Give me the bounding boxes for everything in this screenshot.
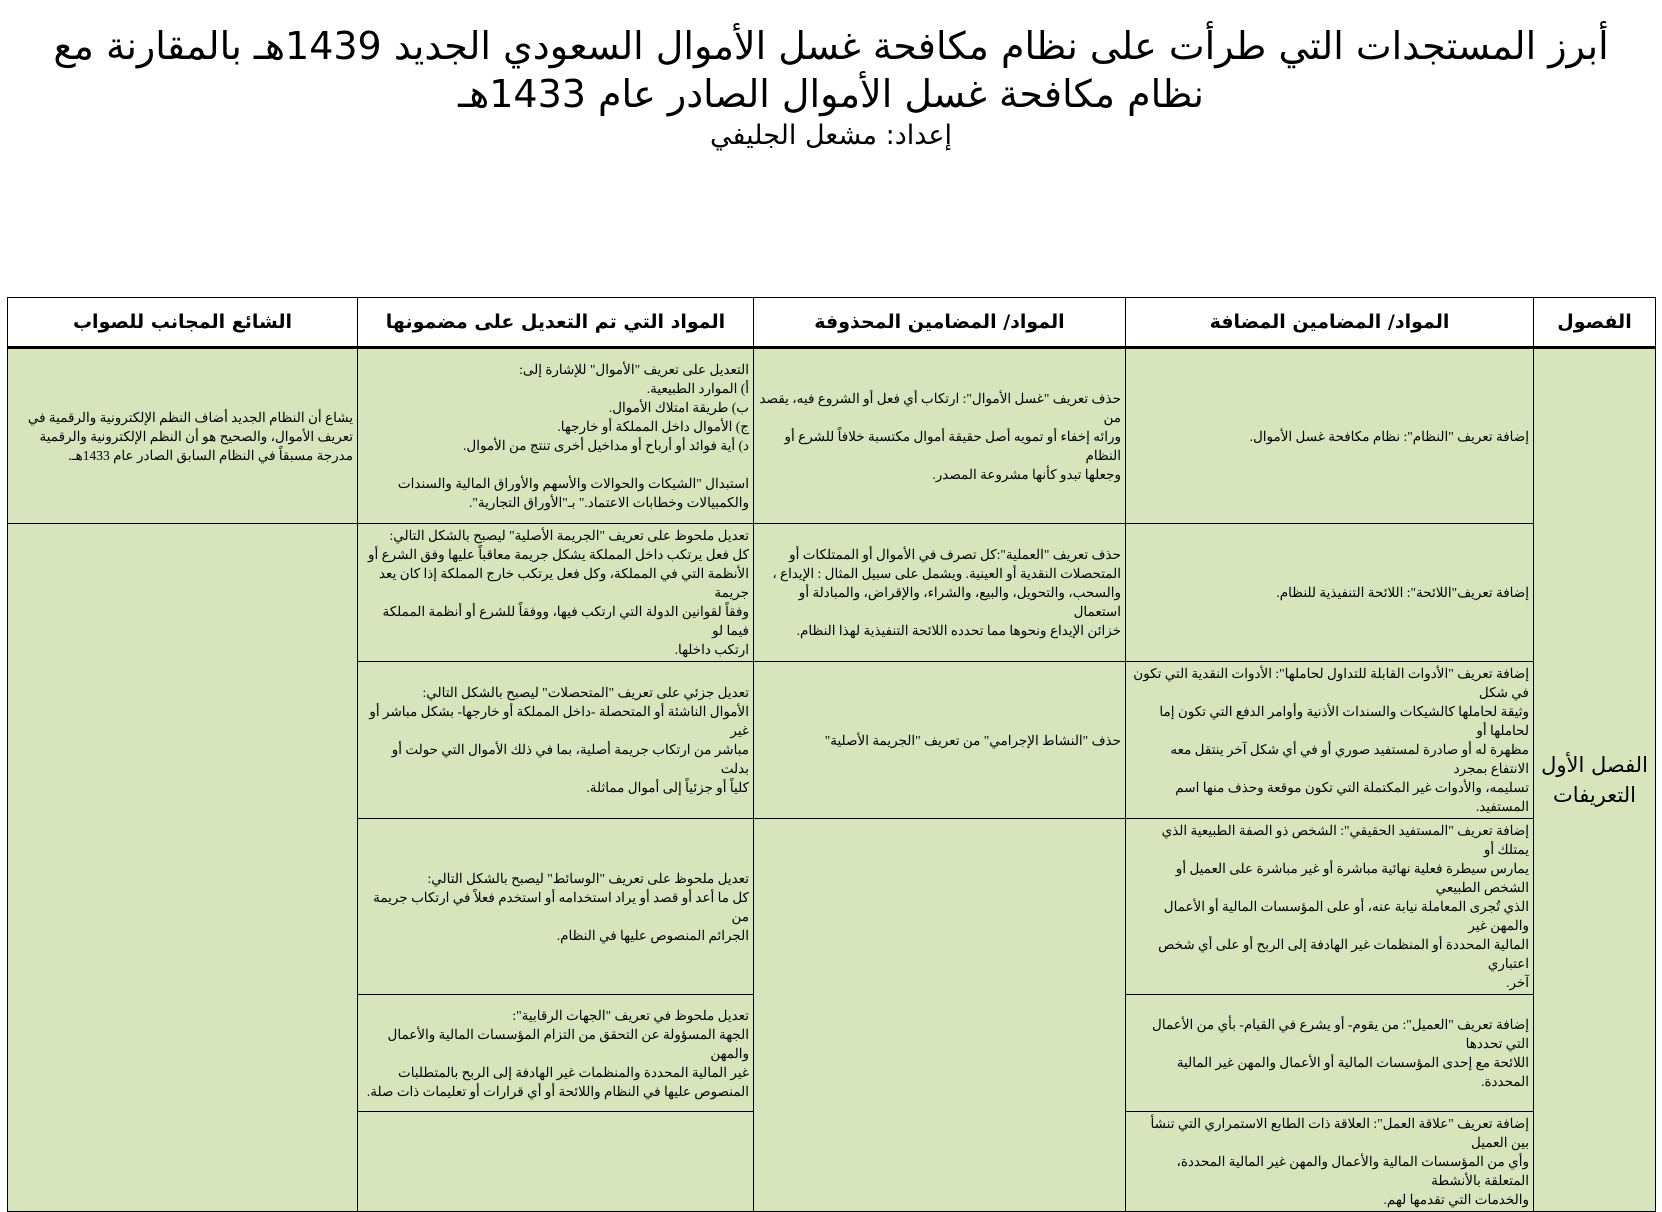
cell-text-line: الجهة المسؤولة عن التحقق من التزام المؤسسات المالية والأعمال والمهن [387,1026,749,1061]
cell-text-line: إضافة تعريف "الأدوات القابلة للتداول لحاملها": الأدوات النقدية التي تكون في شكل [1133,666,1529,700]
deleted-cell-3 [754,662,1126,819]
added-cell-3 [1126,662,1534,819]
cell-text-line: المالية المحددة أو المنظمات غير الهادفة إلى الربح أو على أي شخص اعتباري [1158,937,1529,971]
cell-text-line: استبدال "الشيكات والحوالات والأسهم والأوراق المالية والسندات [397,476,749,491]
chapter-subtitle: التعريفات [1553,783,1636,807]
cell-text-line: غير المالية المحددة والمنظمات غير الهادفة إلى الربح بالمتطلبات [398,1064,749,1080]
cell-text-line: تعديل جزئي على تعريف "المتحصلات" ليصبح بالشكل التالي: [422,685,749,700]
cell-text-line: إضافة تعريف "المستفيد الحقيقي": الشخص ذو الصفة الطبيعية الذي يمتلك أو [1161,823,1529,857]
cell-text-line: مظهرة له أو صادرة لمستفيد صوري أو في أي شكل آخر ينتقل معه الانتفاع بمجرد [1170,742,1529,776]
cell-text-line: تعريف الأموال، والصحيح هو أن النظم الإلكترونية والرقمية [39,428,353,444]
cell-text-line: ورائه إخفاء أو تمويه أصل حقيقة أموال مكتسبة خلافاً للشرع أو النظام [784,428,1121,463]
cell-text-line: والكمبيالات وخطابات الاعتماد." بـ"الأوراق التجارية". [469,495,749,510]
cell-text-line: الأموال الناشئة أو المتحصلة -داخل المملكة أو خارجها- بشكل مباشر أو غير [369,704,749,738]
cell-text-line: اللائحة مع إحدى المؤسسات المالية أو الأعمال والمهن غير المالية المحددة. [1176,1055,1529,1089]
cell-text-line: يشاع أن النظام الجديد أضاف النظم الإلكترونية والرقمية في [27,409,353,425]
cell-text-line: إضافة تعريف "النظام": نظام مكافحة غسل الأموال. [1249,428,1529,444]
header-amended: المواد التي تم التعديل على مضمونها [358,298,754,348]
cell-text-line: وثيقة لحاملها كالشيكات والسندات الأذنية وأوامر الدفع التي تكون إما لحاملها أو [1159,704,1529,738]
cell-text-line: تعديل ملحوظ على تعريف "الوسائط" ليصبح بالشكل التالي: [427,870,749,886]
amended-cell-2 [358,524,754,662]
cell-text-line: آخر. [1506,975,1529,990]
deleted-cell-1 [754,348,1126,524]
cell-text-line: تعديل ملحوظ في تعريف "الجهات الرقابية": [512,1007,749,1023]
cell-text-line: كل ما أعد أو قصد أو يراد استخدامه أو استخدم فعلاً في ارتكاب جريمة من [373,889,749,924]
cell-text-line: تعديل ملحوظ على تعريف "الجريمة الأصلية" ليصبح بالشكل التالي: [389,528,749,543]
amended-cell-4 [358,819,754,995]
cell-text-line: إضافة تعريف "علاقة العمل": العلاقة ذات الطابع الاستمراري التي تنشأ بين العميل [1150,1116,1529,1150]
table-row [8,524,1656,662]
title-line-2: نظام مكافحة غسل الأموال الصادر عام 1433هـ [458,72,1204,116]
added-cell-5 [1126,995,1534,1112]
cell-text-line: ج) الأموال داخل المملكة أو خارجها. [557,419,749,434]
comparison-table [7,297,1656,1212]
header-misconceptions: الشائع المجانب للصواب [8,298,358,348]
title-line-1: أبرز المستجدات التي طرأت على نظام مكافحة غسل الأموال السعودي الجديد 1439هـ بالمقارنة مع [53,24,1609,68]
cell-text-line: إضافة تعريف"اللائحة": اللائحة التنفيذية للنظام. [1276,585,1529,600]
header-chapters: الفصول [1534,298,1656,348]
cell-text-line: الجرائم المنصوص عليها في النظام. [556,927,749,943]
cell-text-line: أ) الموارد الطبيعية. [646,381,749,396]
cell-text-line: التعديل على تعريف "الأموال" للإشارة إلى: [519,362,749,377]
header-added: المواد/ المضامين المضافة [1126,298,1534,348]
added-cell-1 [1126,348,1534,524]
added-cell-4 [1126,819,1534,995]
chapter-cell [1534,348,1656,1212]
cell-text-line: وجعلها تبدو كأنها مشروعة المصدر. [932,466,1121,482]
cell-text-line: المنصوص عليها في النظام واللائحة أو أي قرارات أو تعليمات ذات صلة. [366,1083,749,1099]
cell-text-line: والسحب، والتحويل، والبيع، والشراء، والإقراض، والمبادلة أو استعمال [798,585,1121,619]
cell-text-line: د) أية فوائد أو أرباح أو مداخيل أخرى تنتج من الأموال. [463,438,749,453]
cell-text-line: تسليمه، والأدوات غير المكتملة التي تكون موقعة وحذف منها اسم المستفيد. [1175,780,1529,814]
cell-text-line: مباشر من ارتكاب جريمة أصلية، بما في ذلك الأموال التي حولت أو بدلت [391,742,749,776]
amended-cell-5 [358,995,754,1112]
added-cell-6 [1126,1112,1534,1212]
amended-cell-1 [358,348,754,524]
cell-text-line: وفقاً لقوانين الدولة التي ارتكب فيها، ووفقاً للشرع أو أنظمة المملكة فيما لو [382,604,749,638]
cell-text-line: مدرجة مسبقاً في النظام السابق الصادر عام 1433هـ. [68,447,353,463]
table-header-row [8,298,1656,348]
cell-text-line: خزائن الإيداع ونحوها مما تحدده اللائحة التنفيذية لهذا النظام. [796,623,1121,638]
cell-text-line: المتحصلات النقدية أو العينية. ويشمل على سبيل المثال : الإيداع ، [772,566,1121,581]
cell-text-line: الذي تُجرى المعاملة نيابة عنه، أو على المؤسسات المالية أو الأعمال والمهن غير [1163,899,1529,933]
cell-text-line: كلياً أو جزئياً إلى أموال مماثلة. [586,780,749,795]
deleted-cell-2 [754,524,1126,662]
cell-text-line: حذف تعريف "غسل الأموال": ارتكاب أي فعل أو الشروع فيه، يقصد من [759,390,1121,425]
chapter-name: الفصل الأول [1541,753,1648,777]
misconception-cell-1 [8,348,358,524]
table-row [8,348,1656,524]
header-deleted: المواد/ المضامين المحذوفة [754,298,1126,348]
document-header [0,22,1662,154]
cell-text-line: الأنظمة التي في المملكة، وكل فعل يرتكب خارج المملكة إذا كان يعد جريمة [378,566,749,600]
deleted-cell-empty [754,819,1126,1212]
amended-cell-empty [358,1112,754,1212]
blank-line [362,455,749,474]
cell-text-line: ب) طريقة امتلاك الأموال. [608,400,749,415]
author-line: إعداد: مشعل الجليفي [710,120,952,151]
cell-text-line: ارتكب داخلها. [674,642,749,657]
cell-text-line: حذف "النشاط الإجرامي" من تعريف "الجريمة الأصلية" [824,732,1121,748]
cell-text-line: وأي من المؤسسات المالية والأعمال والمهن غير المالية المحددة، المتعلقة بالأنشطة [1176,1154,1529,1188]
amended-cell-3 [358,662,754,819]
misconception-cell-empty [8,524,358,1212]
cell-text-line: يمارس سيطرة فعلية نهائية مباشرة أو غير مباشرة على العميل أو الشخص الطبيعي [1175,861,1529,895]
cell-text-line: كل فعل يرتكب داخل المملكة يشكل جريمة معاقباً عليها وفق الشرع أو [367,547,749,562]
added-cell-2 [1126,524,1534,662]
cell-text-line: والخدمات التي تقدمها لهم. [1383,1192,1529,1207]
cell-text-line: إضافة تعريف "العميل": من يقوم- أو يشرع في القيام- بأي من الأعمال التي تحددها [1152,1017,1529,1051]
cell-text-line: حذف تعريف "العملية":كل تصرف في الأموال أو الممتلكات أو [789,547,1121,562]
